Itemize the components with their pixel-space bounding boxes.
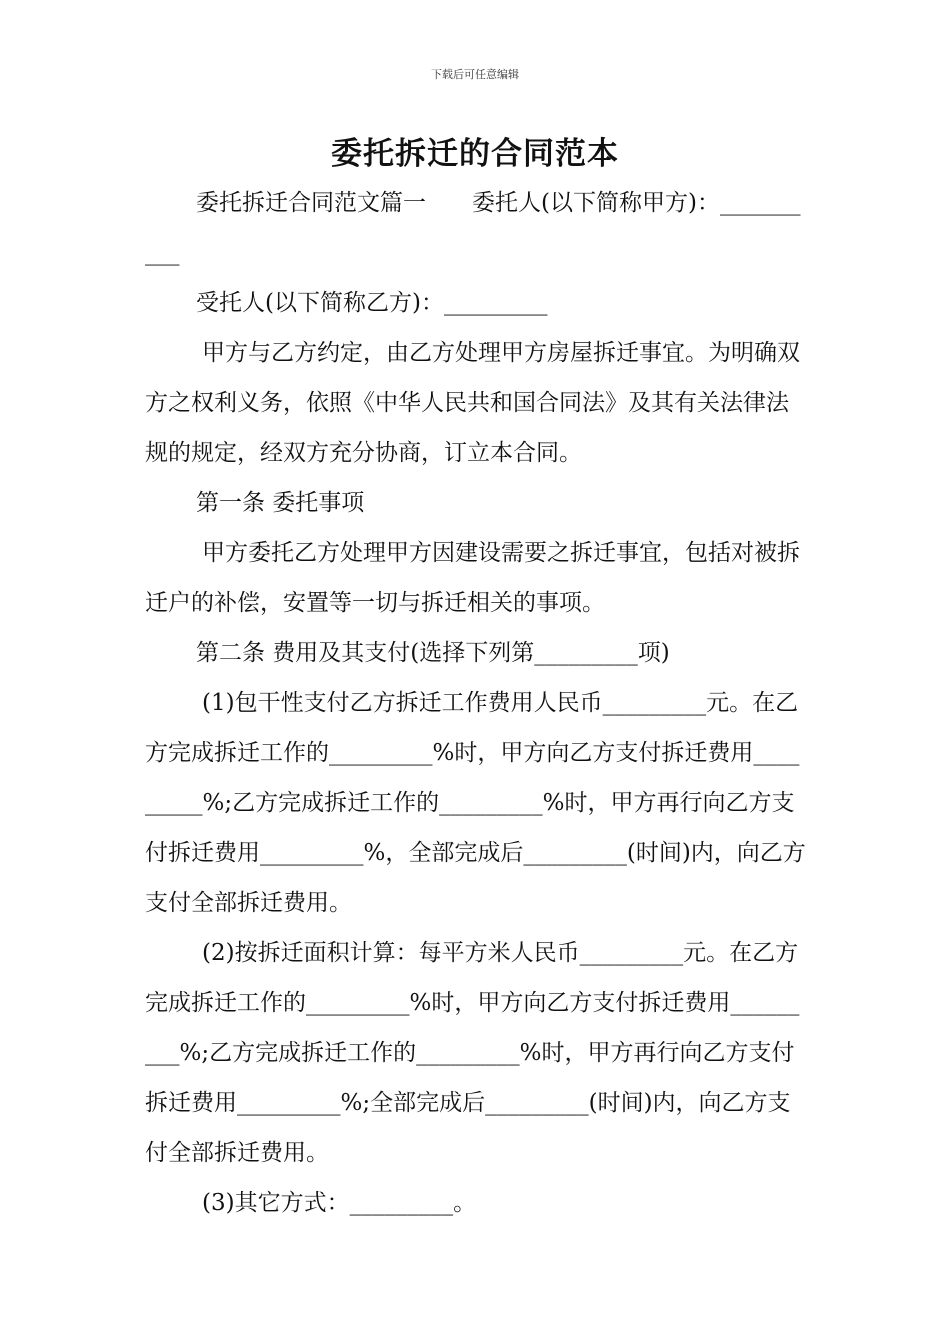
article-2-heading: 第二条 费用及其支付(选择下列第_________项) bbox=[196, 640, 670, 666]
preamble-paragraph: 甲方与乙方约定，由乙方处理甲方房屋拆迁事宜。为明确双方之权利义务，依照《中华人民共和国合同法》及其有关法律法规的规定，经双方充分协商，订立本合同。 bbox=[145, 340, 800, 466]
article-1-heading: 第一条 委托事项 bbox=[196, 490, 365, 516]
header-note: 下载后可任意编辑 bbox=[431, 68, 519, 81]
contract-intro-line: 委托拆迁合同范文篇一 委托人(以下简称甲方)：__________ bbox=[145, 190, 801, 266]
document-title: 委托拆迁的合同范本 bbox=[331, 136, 619, 172]
payment-option-2: (2)按拆迁面积计算：每平方米人民币_________元。在乙方完成拆迁工作的_________%时，甲方向乙方支付拆迁费用_________%;乙方完成拆迁工作的_________%时，甲方再行向乙方支付拆迁费用_________%;全部完成后_________(时间)内，向乙方支付全部拆迁费用。 bbox=[145, 940, 800, 1166]
payment-option-1: (1)包干性支付乙方拆迁工作费用人民币_________元。在乙方完成拆迁工作的_________%时，甲方向乙方支付拆迁费用_________%;乙方完成拆迁工作的_________%时，甲方再行向乙方支付拆迁费用_________%，全部完成后_________(时间)内，向乙方支付全部拆迁费用。 bbox=[145, 690, 806, 916]
article-1-paragraph: 甲方委托乙方处理甲方因建设需要之拆迁事宜，包括对被拆迁户的补偿，安置等一切与拆迁相关的事项。 bbox=[145, 540, 800, 616]
payment-option-3: (3)其它方式：_________。 bbox=[202, 1190, 477, 1216]
document-body bbox=[145, 178, 810, 1228]
trustee-line: 受托人(以下简称乙方)：_________ bbox=[196, 290, 548, 316]
